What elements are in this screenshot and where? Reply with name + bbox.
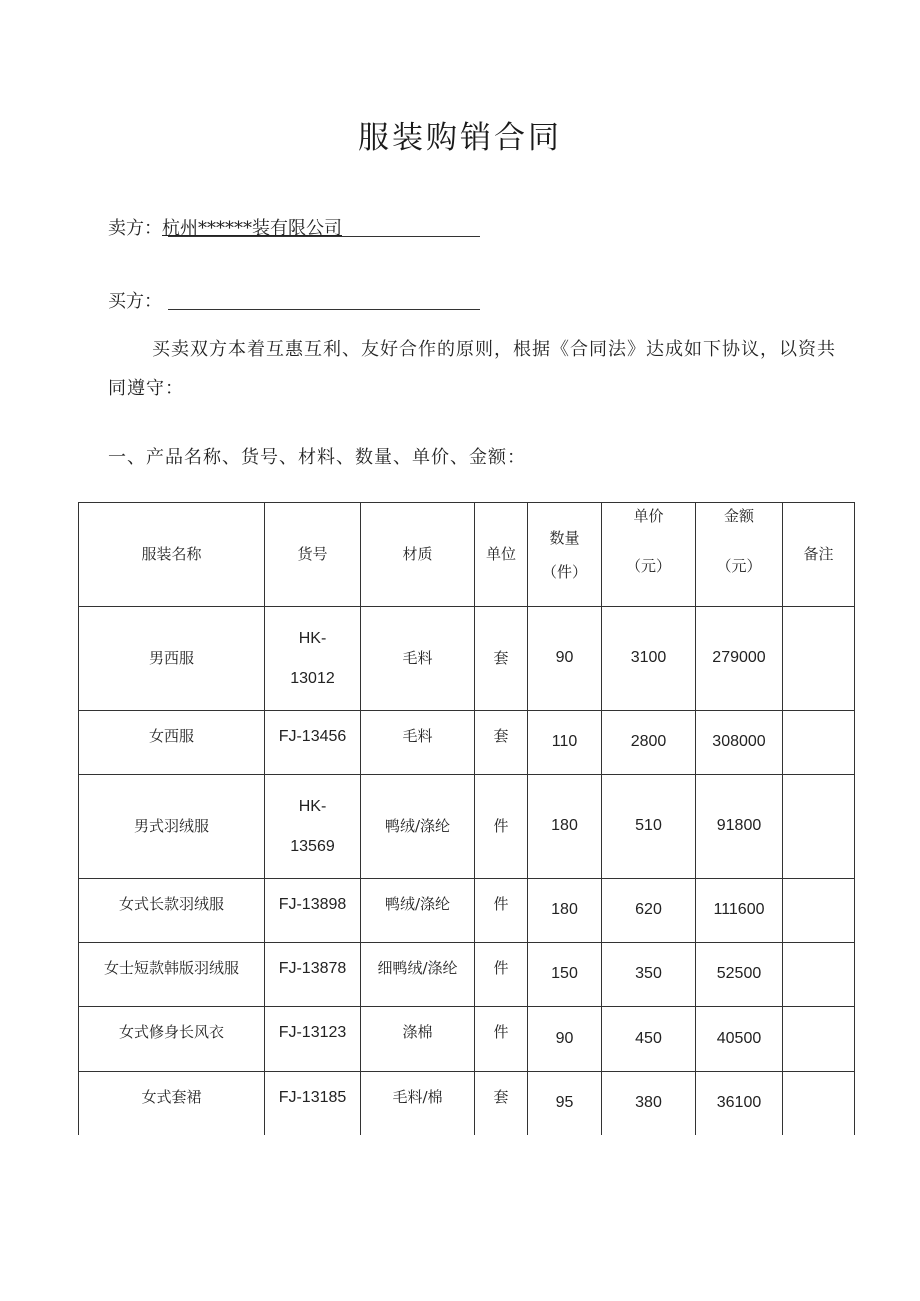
cell-price: 510 bbox=[602, 775, 696, 879]
cell-code-line1: HK- bbox=[298, 797, 327, 815]
header-unit: 单位 bbox=[475, 503, 528, 607]
header-price-label: 单价 bbox=[633, 507, 664, 525]
cell-amount: 91800 bbox=[696, 775, 783, 879]
cell-unit: 件 bbox=[475, 879, 528, 943]
cell-remark bbox=[783, 879, 855, 943]
header-name: 服装名称 bbox=[79, 503, 265, 607]
cell-qty: 90 bbox=[528, 607, 602, 711]
cell-material: 毛料 bbox=[361, 607, 475, 711]
table-row bbox=[79, 607, 855, 711]
header-price bbox=[602, 503, 696, 607]
header-qty-unit: （件） bbox=[541, 562, 587, 581]
cell-remark bbox=[783, 1072, 855, 1135]
cell-unit: 套 bbox=[475, 1072, 528, 1135]
cell-name: 女式修身长风衣 bbox=[79, 1007, 265, 1072]
cell-code-line2: 13012 bbox=[290, 669, 335, 687]
cell-name: 女士短款韩版羽绒服 bbox=[79, 943, 265, 1007]
table-row bbox=[79, 1072, 855, 1135]
cell-code: FJ-13898 bbox=[265, 879, 361, 943]
cell-material: 鸭绒/涤纶 bbox=[361, 775, 475, 879]
cell-code bbox=[265, 775, 361, 879]
cell-code-line2: 13569 bbox=[290, 837, 335, 855]
cell-amount: 279000 bbox=[696, 607, 783, 711]
cell-price: 450 bbox=[602, 1007, 696, 1072]
cell-price: 3100 bbox=[602, 607, 696, 711]
table-row bbox=[79, 1007, 855, 1072]
seller-value: 杭州******装有限公司 bbox=[162, 218, 342, 239]
cell-unit: 套 bbox=[475, 607, 528, 711]
seller-label: 卖方： bbox=[108, 218, 162, 239]
cell-code: FJ-13123 bbox=[265, 1007, 361, 1072]
buyer-label: 买方： bbox=[108, 291, 162, 312]
header-amount bbox=[696, 503, 783, 607]
cell-remark bbox=[783, 1007, 855, 1072]
cell-amount: 111600 bbox=[696, 879, 783, 943]
header-material: 材质 bbox=[361, 503, 475, 607]
cell-qty: 95 bbox=[528, 1072, 602, 1135]
cell-price: 2800 bbox=[602, 711, 696, 775]
cell-material: 细鸭绒/涤纶 bbox=[361, 943, 475, 1007]
cell-code: FJ-13878 bbox=[265, 943, 361, 1007]
cell-qty: 180 bbox=[528, 879, 602, 943]
header-remark: 备注 bbox=[783, 503, 855, 607]
cell-amount: 308000 bbox=[696, 711, 783, 775]
header-price-unit: （元） bbox=[625, 557, 671, 575]
cell-name: 女式套裙 bbox=[79, 1072, 265, 1135]
table-header-row bbox=[79, 503, 855, 607]
cell-material: 毛料 bbox=[361, 711, 475, 775]
header-code: 货号 bbox=[265, 503, 361, 607]
intro-text: 买卖双方本着互惠互利、友好合作的原则，根据《合同法》达成如下协议，以资共同遵守： bbox=[108, 339, 836, 399]
intro-paragraph bbox=[108, 330, 838, 408]
cell-material: 涤棉 bbox=[361, 1007, 475, 1072]
product-table bbox=[78, 502, 855, 1135]
cell-price: 350 bbox=[602, 943, 696, 1007]
header-amount-label: 金额 bbox=[723, 507, 754, 525]
cell-name: 女西服 bbox=[79, 711, 265, 775]
seller-underline bbox=[168, 214, 480, 237]
page-title: 服装购销合同 bbox=[358, 120, 562, 156]
cell-code: FJ-13456 bbox=[265, 711, 361, 775]
cell-amount: 36100 bbox=[696, 1072, 783, 1135]
cell-unit: 套 bbox=[475, 711, 528, 775]
cell-remark bbox=[783, 775, 855, 879]
table-row bbox=[79, 879, 855, 943]
cell-name: 女式长款羽绒服 bbox=[79, 879, 265, 943]
cell-amount: 52500 bbox=[696, 943, 783, 1007]
cell-qty: 110 bbox=[528, 711, 602, 775]
buyer-underline bbox=[168, 287, 480, 310]
cell-remark bbox=[783, 607, 855, 711]
seller-line bbox=[108, 214, 342, 240]
cell-code: FJ-13185 bbox=[265, 1072, 361, 1135]
cell-unit: 件 bbox=[475, 1007, 528, 1072]
cell-amount: 40500 bbox=[696, 1007, 783, 1072]
header-amount-unit: （元） bbox=[716, 557, 762, 575]
cell-price: 380 bbox=[602, 1072, 696, 1135]
cell-remark bbox=[783, 943, 855, 1007]
cell-qty: 90 bbox=[528, 1007, 602, 1072]
cell-name: 男西服 bbox=[79, 607, 265, 711]
buyer-line bbox=[108, 287, 162, 313]
table-row bbox=[79, 943, 855, 1007]
cell-qty: 150 bbox=[528, 943, 602, 1007]
cell-unit: 件 bbox=[475, 775, 528, 879]
table-row bbox=[79, 711, 855, 775]
cell-material: 鸭绒/涤纶 bbox=[361, 879, 475, 943]
cell-unit: 件 bbox=[475, 943, 528, 1007]
header-qty bbox=[528, 503, 602, 607]
cell-material: 毛料/棉 bbox=[361, 1072, 475, 1135]
cell-name: 男式羽绒服 bbox=[79, 775, 265, 879]
cell-code-line1: HK- bbox=[298, 629, 327, 647]
cell-qty: 180 bbox=[528, 775, 602, 879]
cell-price: 620 bbox=[602, 879, 696, 943]
table-row bbox=[79, 775, 855, 879]
cell-remark bbox=[783, 711, 855, 775]
header-qty-label: 数量 bbox=[549, 528, 580, 547]
section-heading: 一、产品名称、货号、材料、数量、单价、金额： bbox=[108, 447, 526, 468]
cell-code bbox=[265, 607, 361, 711]
